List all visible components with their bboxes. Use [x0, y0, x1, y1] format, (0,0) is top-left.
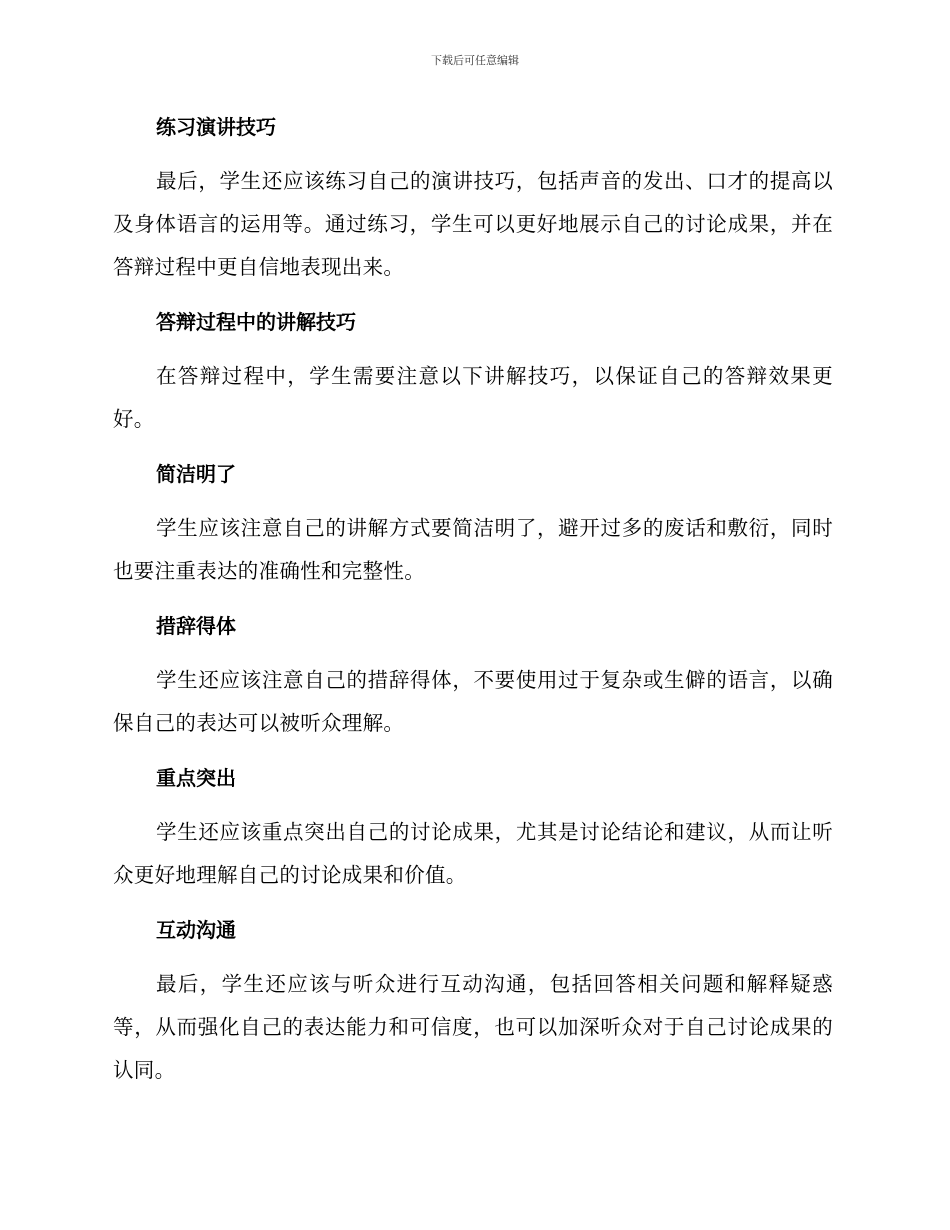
section-heading: 练习演讲技巧 [156, 115, 276, 139]
document-body [113, 108, 833, 1106]
section-concise [113, 455, 833, 593]
section-paragraph: 学生还应该重点突出自己的讨论成果，尤其是讨论结论和建议，从而让听众更好地理解自己的讨论成果和价值。 [113, 820, 833, 887]
section-heading: 简洁明了 [156, 462, 236, 486]
section-heading: 答辩过程中的讲解技巧 [156, 310, 356, 334]
section-paragraph: 在答辩过程中，学生需要注意以下讲解技巧，以保证自己的答辩效果更好。 [113, 364, 833, 431]
section-wording [113, 607, 833, 745]
section-paragraph: 最后，学生还应该练习自己的演讲技巧，包括声音的发出、口才的提高以及身体语言的运用等。通过练习，学生可以更好地展示自己的讨论成果，并在答辩过程中更自信地表现出来。 [113, 169, 833, 279]
section-highlight [113, 759, 833, 897]
section-practice-speech [113, 108, 833, 289]
section-paragraph: 最后，学生还应该与听众进行互动沟通，包括回答相关问题和解释疑惑等，从而强化自己的表达能力和可信度，也可以加深听众对于自己讨论成果的认同。 [113, 972, 833, 1082]
section-paragraph: 学生应该注意自己的讲解方式要简洁明了，避开过多的废话和敷衍，同时也要注重表达的准确性和完整性。 [113, 516, 833, 583]
section-heading: 互动沟通 [156, 918, 236, 942]
section-paragraph: 学生还应该注意自己的措辞得体，不要使用过于复杂或生僻的语言，以确保自己的表达可以被听众理解。 [113, 668, 833, 735]
section-heading: 重点突出 [156, 766, 236, 790]
page-header: 下载后可任意编辑 [431, 54, 519, 67]
section-explanation-skills [113, 303, 833, 441]
section-heading: 措辞得体 [156, 614, 236, 638]
section-interaction [113, 911, 833, 1092]
